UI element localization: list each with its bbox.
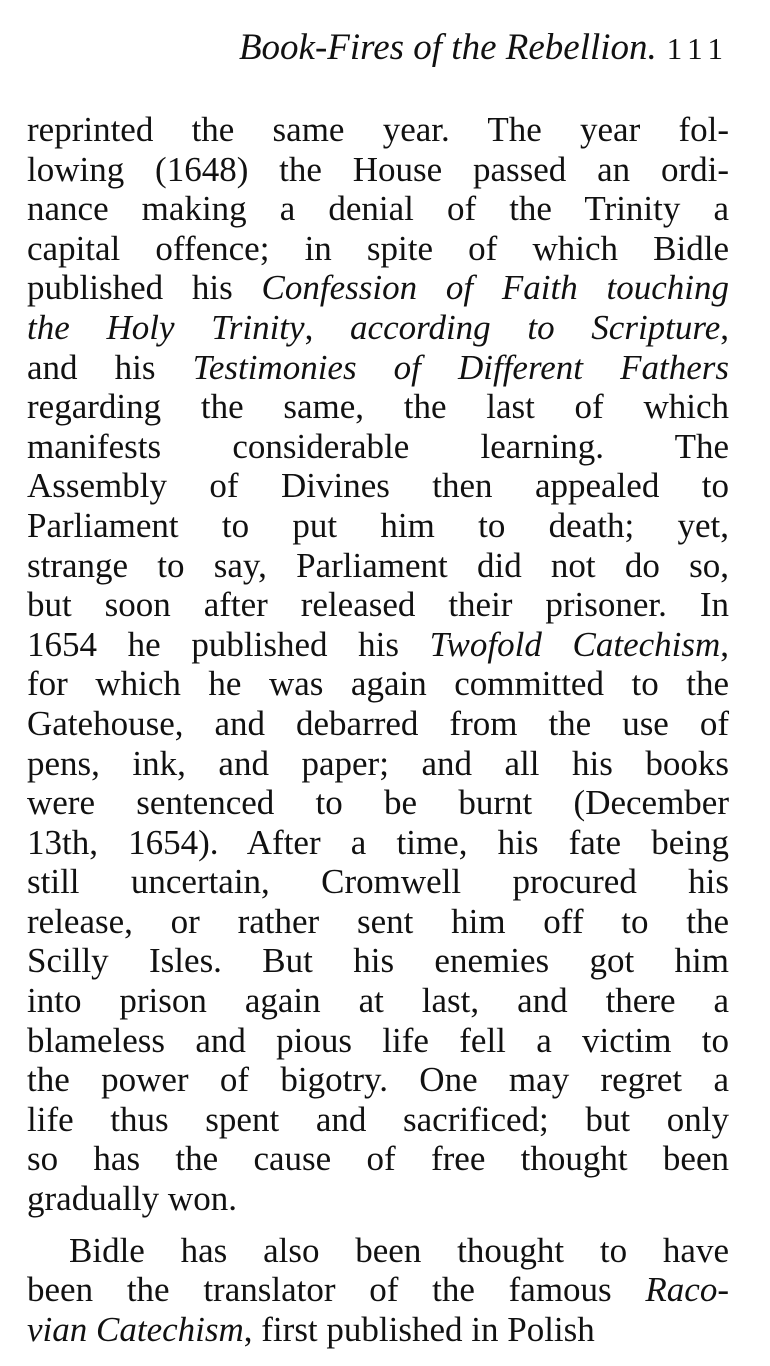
- paragraph-gap: [27, 1219, 729, 1231]
- paragraph-1: [27, 110, 729, 1219]
- text-line: [27, 823, 729, 863]
- text-run: still uncertain, Cromwell procured his: [27, 862, 729, 902]
- text-run: gradually won.: [27, 1179, 237, 1219]
- text-run: release, or rather sent him off to the: [27, 901, 729, 941]
- text-run: and his: [27, 347, 193, 387]
- text-line: [27, 268, 729, 308]
- text-run: published his: [27, 268, 262, 308]
- text-line: [27, 704, 729, 744]
- text-line: [27, 1100, 729, 1140]
- text-run: ,: [720, 624, 730, 664]
- text-run: , first published in Polish: [243, 1309, 595, 1349]
- text-line: [27, 427, 729, 467]
- text-line: [27, 1179, 729, 1219]
- text-run: Gatehouse, and debarred from the use of: [27, 703, 729, 743]
- text-run: blameless and pious life fell a victim to: [27, 1020, 729, 1060]
- text-run: ,: [720, 307, 730, 347]
- italic-title-text: Twofold Catechism: [429, 624, 721, 664]
- text-run: life thus spent and sacrificed; but only: [27, 1099, 729, 1139]
- italic-title-text: vian Catechism: [27, 1309, 244, 1349]
- text-run: for which he was again committed to the: [27, 664, 729, 704]
- text-line: [27, 110, 729, 150]
- paragraph-2: [27, 1231, 729, 1350]
- text-line: [27, 150, 729, 190]
- text-line: [27, 783, 729, 823]
- text-run: Parliament to put him to death; yet,: [27, 505, 729, 545]
- text-line: [27, 625, 729, 665]
- text-line: [27, 941, 729, 981]
- book-page: [27, 18, 729, 1348]
- text-run: the power of bigotry. One may regret a: [27, 1060, 729, 1100]
- text-run: lowing (1648) the House passed an ordi-: [27, 149, 729, 189]
- text-line: [27, 348, 729, 388]
- text-line: [27, 189, 729, 229]
- text-run: Assembly of Divines then appealed to: [27, 466, 729, 506]
- text-line: [27, 229, 729, 269]
- text-run: Bidle has also been thought to have: [69, 1230, 729, 1270]
- text-line: [27, 585, 729, 625]
- text-run: manifests considerable learning. The: [27, 426, 729, 466]
- text-run: into prison again at last, and there a: [27, 981, 729, 1021]
- text-run: reprinted the same year. The year fol-: [27, 110, 729, 149]
- text-run: pens, ink, and paper; and all his books: [27, 743, 729, 783]
- italic-title-text: Testimonies of Different Fathers: [192, 347, 729, 387]
- text-run: 1654 he published his: [27, 624, 430, 664]
- text-line: [27, 664, 729, 704]
- text-run: strange to say, Parliament did not do so,: [27, 545, 729, 585]
- page-number: 111: [666, 31, 729, 66]
- text-run: 13th, 1654). After a time, his fate being: [27, 822, 729, 862]
- text-line: [27, 466, 729, 506]
- text-line: [27, 1021, 729, 1061]
- text-run: regarding the same, the last of which: [27, 387, 729, 427]
- text-line: [27, 862, 729, 902]
- text-run: Scilly Isles. But his enemies got him: [27, 941, 729, 981]
- text-line: [27, 1310, 729, 1350]
- text-line: [27, 546, 729, 586]
- italic-title-text: Raco-: [645, 1270, 729, 1310]
- italic-title-text: Confession of Faith touching: [261, 268, 729, 308]
- text-line: [27, 387, 729, 427]
- text-run: capital offence; in spite of which Bidle: [27, 228, 729, 268]
- text-line: [27, 1231, 729, 1271]
- text-line: [27, 1270, 729, 1310]
- italic-title-text: the Holy Trinity: [27, 307, 305, 347]
- text-run: nance making a denial of the Trinity a: [27, 189, 729, 229]
- text-line: [27, 1060, 729, 1100]
- text-run: so has the cause of free thought been: [27, 1139, 729, 1179]
- text-line: [27, 981, 729, 1021]
- running-head: [27, 22, 729, 74]
- text-line: [27, 506, 729, 546]
- text-line: [27, 902, 729, 942]
- text-run: were sentenced to be burnt (December: [27, 783, 729, 823]
- text-line: [27, 744, 729, 784]
- text-line: [27, 1139, 729, 1179]
- text-line: [27, 308, 729, 348]
- italic-title-text: according to Scripture: [350, 307, 721, 347]
- text-run: but soon after released their prisoner. In: [27, 585, 729, 625]
- text-run: been the translator of the famous: [27, 1270, 646, 1310]
- body-text: [27, 110, 729, 1349]
- text-run: ,: [304, 307, 351, 347]
- running-head-title: Book-Fires of the Rebellion.: [238, 27, 657, 68]
